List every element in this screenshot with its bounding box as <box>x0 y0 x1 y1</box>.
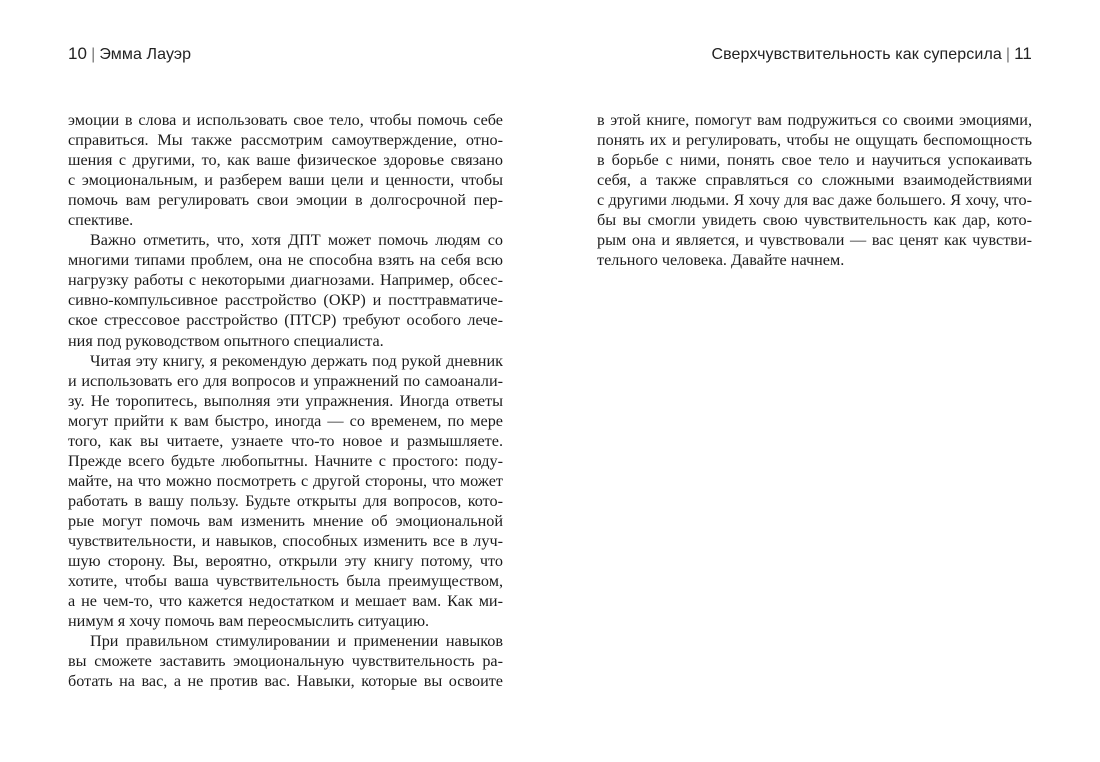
text-line: работать в вашу пользу. Будьте открыты для вопросов, кото- <box>68 491 503 510</box>
text-line: майте, на что можно посмотреть с другой стороны, что может <box>68 471 503 490</box>
right-page <box>550 0 1100 762</box>
text-line: помочь вам регулировать свои эмоции в долгосрочной пер- <box>68 191 503 210</box>
text-line: тельного человека. Давайте начнем. <box>597 251 845 270</box>
right-running-head <box>711 44 1032 64</box>
text-line: эмоции в слова и использовать свое тело, чтобы помочь себе <box>68 111 503 129</box>
text-line: Важно отметить, что, хотя ДПТ может помочь людям со <box>90 231 503 250</box>
text-line: а не чем-то, что кажется недостатком и мешает вам. Как ми- <box>68 592 503 611</box>
text-line: в борьбе с ними, понять свое тело и научиться успокаивать <box>597 151 1032 170</box>
text-line: ботать на вас, а не против вас. Навыки, которые вы освоите <box>68 672 503 691</box>
text-line: зу. Не торопитесь, выполняя эти упражнения. Иногда ответы <box>68 391 503 410</box>
text-line: хотите, чтобы ваша чувствительность была преимуществом, <box>68 572 503 591</box>
text-line: вы сможете заставить эмоциональную чувствительность ра- <box>68 652 503 671</box>
text-line: рые могут помочь вам изменить мнение об эмоциональной <box>68 511 503 530</box>
text-line: того, как вы читаете, узнаете что-то новое и размышляете. <box>68 431 503 450</box>
left-running-head <box>68 44 191 64</box>
right-header-title: Сверхчувствительность как суперсила <box>711 46 1002 63</box>
text-line: нагрузку работы с некоторыми диагнозами. Например, обсес- <box>68 271 503 290</box>
text-line: справиться. Мы также рассмотрим самоутверждение, отно- <box>68 131 503 150</box>
text-line: рым она и является, и чувствовали — вас ценят как чувстви- <box>597 231 1032 250</box>
text-line: многими типами проблем, она не способна взять на себя всю <box>68 251 503 270</box>
text-line: себя, а также справляться со сложными взаимодействиями <box>597 171 1032 190</box>
text-line: Прежде всего будьте любопытны. Начните с простого: поду- <box>68 451 503 470</box>
left-header-author: Эмма Лауэр <box>99 46 192 63</box>
header-separator: | <box>91 46 96 63</box>
text-line: нимум я хочу помочь вам переосмыслить ситуацию. <box>68 612 430 631</box>
text-line: шения с другими, то, как ваше физическое здоровье связано <box>68 151 503 170</box>
text-line: с другими людьми. Я хочу для вас даже большего. Я хочу, что- <box>597 191 1032 210</box>
text-line: чувствительности, и навыков, способных изменить все в луч- <box>68 531 503 550</box>
text-line: с эмоциональным, и разберем ваши цели и ценности, чтобы <box>68 171 503 190</box>
text-line: ния под руководством опытного специалиста. <box>68 331 384 350</box>
text-line: шую сторону. Вы, вероятно, открыли эту книгу потому, что <box>68 552 503 571</box>
left-page-number: 10 <box>68 44 88 63</box>
text-line: Читая эту книгу, я рекомендую держать под рукой дневник <box>90 351 503 370</box>
text-line: сивно-компульсивное расстройство (ОКР) и посттравматиче- <box>68 291 503 310</box>
text-line: понять их и регулировать, чтобы не ощущать беспомощность <box>597 131 1032 150</box>
text-line: спективе. <box>68 211 134 230</box>
text-line: ское стрессовое расстройство (ПТСР) требуют особого лече- <box>68 311 503 330</box>
text-line: бы вы смогли увидеть свою чувствительность как дар, кото- <box>597 211 1032 230</box>
text-line: в этой книге, помогут вам подружиться со своими эмоциями, <box>597 111 1032 129</box>
text-line: и использовать его для вопросов и упражнений по самоанали- <box>68 371 503 390</box>
left-body-text <box>68 110 503 691</box>
header-separator: | <box>1005 46 1011 63</box>
right-page-number: 11 <box>1014 44 1032 63</box>
text-line: При правильном стимулировании и применении навыков <box>90 632 503 651</box>
text-line: могут прийти к вам быстро, иногда — со временем, по мере <box>68 411 503 430</box>
right-body-text <box>597 110 1032 270</box>
